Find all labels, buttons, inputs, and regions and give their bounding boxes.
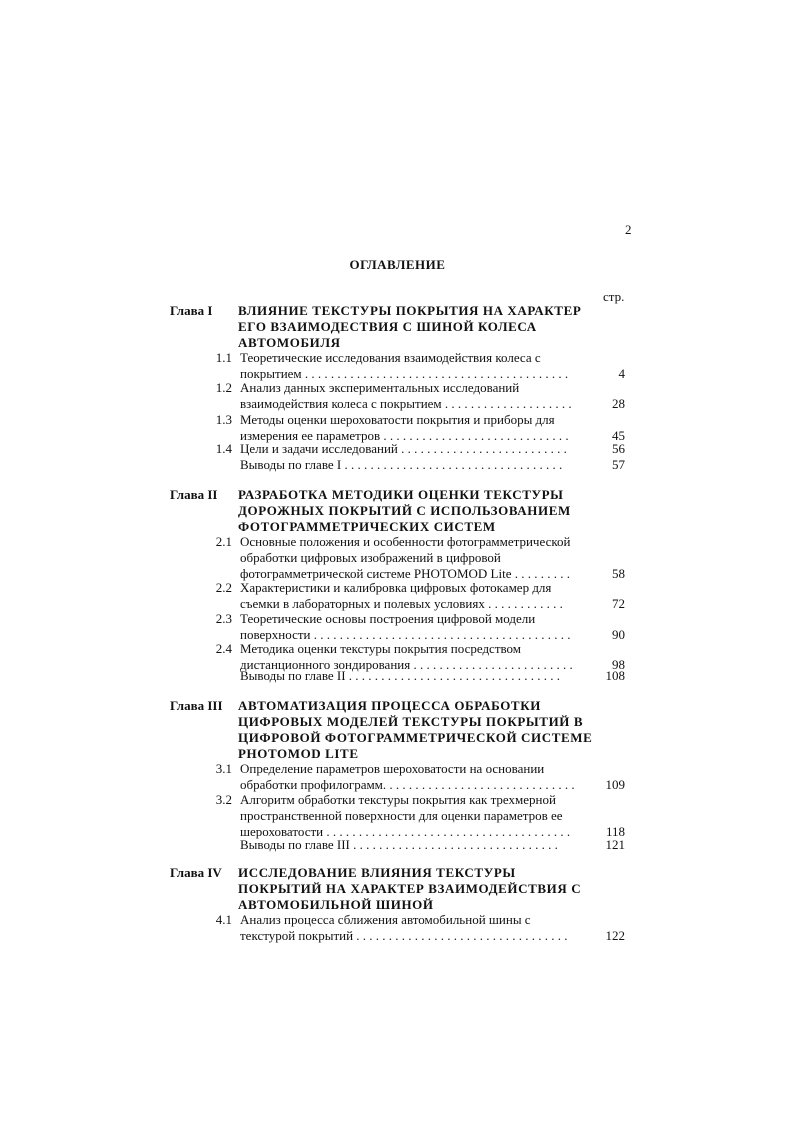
section-number: 1.3: [215, 412, 232, 427]
chapter-title-line: ВЛИЯНИЕ ТЕКСТУРЫ ПОКРЫТИЯ НА ХАРАКТЕР: [238, 303, 582, 318]
chapter-label: Глава IV: [170, 865, 222, 880]
section-title: [240, 380, 590, 412]
section-number: 3.1: [215, 761, 232, 776]
section-title: [240, 611, 590, 643]
chapter-title-line: ДОРОЖНЫХ ПОКРЫТИЙ С ИСПОЛЬЗОВАНИЕМ: [238, 503, 571, 518]
section-title-line: обработки цифровых изображений в цифровой: [240, 550, 501, 565]
section-title-line: Методы оценки шероховатости покрытия и приборы для: [240, 412, 555, 427]
page-ref: 45: [612, 428, 625, 443]
section-title-line: шероховатости . . . . . . . . . . . . . . . . . . . . . . . . . . . . . . . . . . . . . .: [240, 824, 571, 839]
section-title-line: дистанционного зондирования . . . . . . . . . . . . . . . . . . . . . . . . .: [240, 657, 573, 672]
chapter-title-line: АВТОМОБИЛЯ: [238, 335, 341, 350]
section-title: [240, 580, 590, 612]
chapter-title-line: ИССЛЕДОВАНИЕ ВЛИЯНИЯ ТЕКСТУРЫ: [238, 865, 516, 880]
section-title-line: Цели и задачи исследований . . . . . . . . . . . . . . . . . . . . . . . . . .: [240, 441, 567, 456]
section-number: 2.1: [215, 534, 232, 549]
page-ref: 109: [605, 777, 625, 792]
chapter-title: [238, 698, 598, 762]
section-title-line: пространственной поверхности для оценки параметров ее: [240, 808, 563, 823]
section-number: 3.2: [215, 792, 232, 807]
section-title-line: текстурой покрытий . . . . . . . . . . . . . . . . . . . . . . . . . . . . . . . . .: [240, 928, 568, 943]
section-title: [240, 457, 590, 473]
chapter-label: Глава III: [170, 698, 223, 713]
section-title-line: Теоретические основы построения цифровой модели: [240, 611, 536, 626]
chapter-title-line: ЦИФРОВЫХ МОДЕЛЕЙ ТЕКСТУРЫ ПОКРЫТИЙ В: [238, 714, 584, 729]
section-title-line: Основные положения и особенности фотограмметрической: [240, 534, 571, 549]
section-number: 2.2: [215, 580, 232, 595]
section-title: [240, 668, 590, 684]
page-ref: 98: [612, 657, 625, 672]
section-title-line: взаимодействия колеса с покрытием . . . . . . . . . . . . . . . . . . . .: [240, 396, 572, 411]
chapter-title: [238, 303, 598, 351]
page-ref: 121: [605, 837, 625, 852]
chapter-title-line: ФОТОГРАММЕТРИЧЕСКИХ СИСТЕМ: [238, 519, 496, 534]
section-title-line: Алгоритм обработки текстуры покрытия как трехмерной: [240, 792, 556, 807]
section-title: [240, 792, 590, 840]
section-title-line: съемки в лабораторных и полевых условиях . . . . . . . . . . . .: [240, 596, 563, 611]
page-ref: 58: [612, 566, 625, 581]
section-title-line: Характеристики и калибровка цифровых фотокамер для: [240, 580, 552, 595]
chapter-title-line: РАЗРАБОТКА МЕТОДИКИ ОЦЕНКИ ТЕКСТУРЫ: [238, 487, 564, 502]
section-title-line: Выводы по главе I . . . . . . . . . . . . . . . . . . . . . . . . . . . . . . . . . .: [240, 457, 563, 472]
section-title: [240, 837, 590, 853]
chapter-title-line: ЦИФРОВОЙ ФОТОГРАММЕТРИЧЕСКОЙ СИСТЕМЕ: [238, 730, 593, 745]
page-ref: 56: [612, 441, 625, 456]
page-column-header: стр.: [603, 289, 625, 304]
chapter-label: Глава II: [170, 487, 218, 502]
section-title-line: покрытием . . . . . . . . . . . . . . . . . . . . . . . . . . . . . . . . . . . . . . . . .: [240, 366, 569, 381]
page-ref: 90: [612, 627, 625, 642]
section-number: 1.1: [215, 350, 232, 365]
section-number: 2.4: [215, 641, 232, 656]
section-title: [240, 350, 590, 382]
section-title: [240, 534, 590, 582]
chapter-title-line: PHOTOMOD LITE: [238, 746, 359, 761]
section-title-line: измерения ее параметров . . . . . . . . . . . . . . . . . . . . . . . . . . . . .: [240, 428, 569, 443]
page-ref: 57: [612, 457, 625, 472]
page-ref: 122: [605, 928, 625, 943]
section-title: [240, 441, 590, 457]
section-title-line: Анализ процесса сближения автомобильной шины с: [240, 912, 531, 927]
section-number: 1.2: [215, 380, 232, 395]
page-ref: 28: [612, 396, 625, 411]
chapter-title: [238, 865, 598, 913]
page-ref: 108: [605, 668, 625, 683]
section-title: [240, 412, 590, 444]
section-title-line: обработки профилограмм. . . . . . . . . . . . . . . . . . . . . . . . . . . . . .: [240, 777, 575, 792]
chapter-title-line: ЕГО ВЗАИМОДЕСТВИЯ С ШИНОЙ КОЛЕСА: [238, 319, 537, 334]
section-title-line: Выводы по главе II . . . . . . . . . . . . . . . . . . . . . . . . . . . . . . . . .: [240, 668, 561, 683]
section-title-line: Выводы по главе III . . . . . . . . . . . . . . . . . . . . . . . . . . . . . . . .: [240, 837, 558, 852]
section-number: 4.1: [215, 912, 232, 927]
section-title: [240, 761, 590, 793]
section-title-line: Теоретические исследования взаимодействия колеса с: [240, 350, 541, 365]
section-number: 1.4: [215, 441, 232, 456]
section-title: [240, 912, 590, 944]
section-title-line: Определение параметров шероховатости на основании: [240, 761, 545, 776]
chapter-title: [238, 487, 598, 535]
chapter-label: Глава I: [170, 303, 213, 318]
section-title-line: Анализ данных экспериментальных исследований: [240, 380, 520, 395]
section-title-line: Методика оценки текстуры покрытия посредством: [240, 641, 522, 656]
page-ref: 118: [605, 824, 625, 839]
section-title-line: поверхности . . . . . . . . . . . . . . . . . . . . . . . . . . . . . . . . . . . . . . . .: [240, 627, 571, 642]
section-title-line: фотограмметрической системе PHOTOMOD Lite . . . . . . . . .: [240, 566, 570, 581]
page-ref: 4: [618, 366, 625, 381]
chapter-title-line: АВТОМАТИЗАЦИЯ ПРОЦЕССА ОБРАБОТКИ: [238, 698, 541, 713]
toc-title: ОГЛАВЛЕНИЕ: [349, 257, 446, 272]
page-number: 2: [625, 222, 632, 237]
chapter-title-line: ПОКРЫТИЙ НА ХАРАКТЕР ВЗАИМОДЕЙСТВИЯ С: [238, 881, 582, 896]
chapter-title-line: АВТОМОБИЛЬНОЙ ШИНОЙ: [238, 897, 434, 912]
section-number: 2.3: [215, 611, 232, 626]
page-ref: 72: [612, 596, 625, 611]
